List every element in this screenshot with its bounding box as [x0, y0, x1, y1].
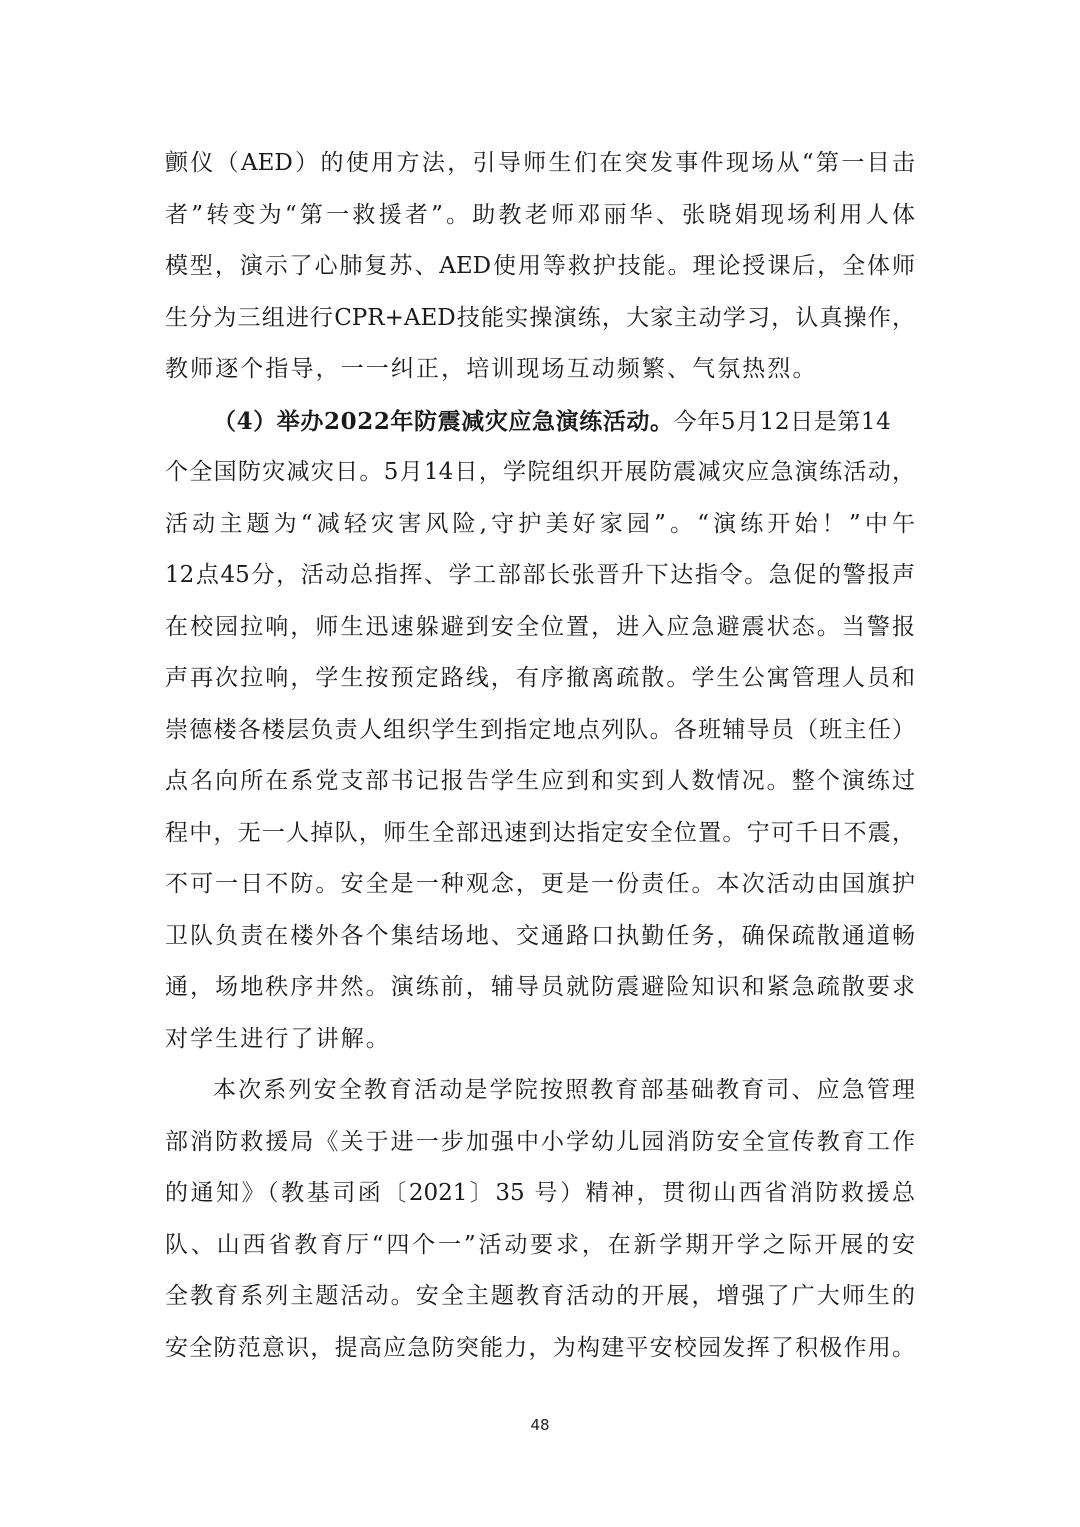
text-line: 在校园拉响，师生迅速躲避到安全位置，进入应急避震状态。当警报: [165, 613, 915, 640]
paragraph-summary: [165, 1065, 915, 1374]
text-line: 程中，无一人掉队，师生全部迅速到达指定安全位置。宁可千日不震，: [165, 819, 915, 846]
text-line: 通，场地秩序井然。演练前，辅导员就防震避险知识和紧急疏散要求: [165, 974, 915, 1000]
text-line: 点名向所在系党支部书记报告学生应到和实到人数情况。整个演练过: [165, 768, 915, 794]
paragraph-earthquake-drill: [165, 396, 915, 1066]
text-line: 者”转变为“第一救援者”。助教老师邓丽华、张晓娟现场利用人体: [165, 201, 915, 228]
text-line: 全教育系列主题活动。安全主题教育活动的开展，增强了广大师生的: [165, 1283, 915, 1309]
text-line: 不可一日不防。安全是一种观念，更是一份责任。本次活动由国旗护: [165, 871, 915, 897]
text-line: 的通知》（教基司函〔2021〕35 号）精神，贯彻山西省消防救援总: [165, 1180, 915, 1206]
text-line: 声再次拉响，学生按预定路线，有序撤离疏散。学生公寓管理人员和: [165, 665, 915, 691]
text-line: 安全防范意识，提高应急防突能力，为构建平安校园发挥了积极作用。: [165, 1334, 915, 1361]
text-line: 活动主题为“减轻灾害风险,守护美好家园”。“演练开始！”中午: [165, 510, 915, 537]
text-line: 对学生进行了讲解。: [165, 1025, 391, 1052]
text-line: 生分为三组进行CPR+AED技能实操演练，大家主动学习，认真操作，: [165, 304, 915, 331]
text-line: 12点45分，活动总指挥、学工部部长张晋升下达指令。急促的警报声: [165, 562, 915, 588]
section-heading: （4）举办2022年防震减灾应急演练活动。: [213, 407, 674, 435]
text-line: 部消防救援局《关于进一步加强中小学幼儿园消防安全宣传教育工作: [165, 1128, 915, 1155]
text-line: 本次系列安全教育活动是学院按照教育部基础教育司、应急管理: [213, 1077, 915, 1103]
page-number: 48: [530, 1416, 550, 1434]
text-line: [165, 396, 915, 448]
text-line: 教师逐个指导，一一纠正，培训现场互动频繁、气氛热烈。: [165, 356, 818, 382]
text-line: 模型，演示了心肺复苏、AED使用等救护技能。理论授课后，全体师: [165, 253, 915, 279]
text-line: 颤仪（AED）的使用方法，引导师生们在突发事件现场从“第一目击: [165, 150, 915, 176]
paragraph-first-aid-training: [165, 138, 915, 396]
text-line: 卫队负责在楼外各个集结场地、交通路口执勤任务，确保疏散通道畅: [165, 922, 915, 949]
text-fragment: 今年5月12日是第14: [673, 408, 892, 435]
text-line: 队、山西省教育厅“四个一”活动要求，在新学期开学之际开展的安: [165, 1231, 915, 1258]
text-line: 崇德楼各楼层负责人组织学生到指定地点列队。各班辅导员（班主任）: [165, 716, 915, 743]
document-body: [165, 138, 915, 1374]
text-line: 个全国防灾减灾日。5月14日，学院组织开展防震减灾应急演练活动，: [165, 459, 915, 485]
